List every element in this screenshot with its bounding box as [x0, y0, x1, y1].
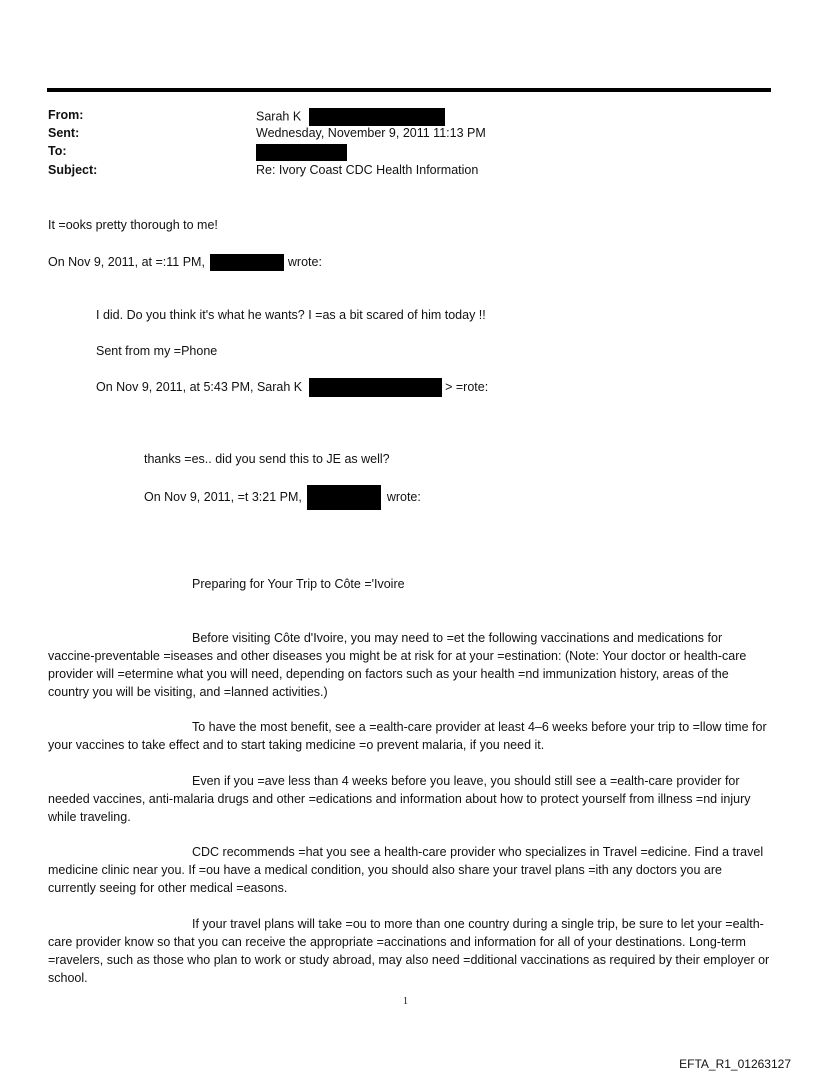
quote-header-wrote: > =rote: [445, 380, 489, 394]
sent-value: Wednesday, November 9, 2011 11:13 PM [256, 126, 486, 140]
forwarded-heading: Preparing for Your Trip to Côte ='Ivoire [192, 577, 405, 591]
redaction-box [309, 378, 442, 397]
from-label: From: [48, 108, 84, 122]
header-rule [47, 88, 771, 92]
redaction-box [309, 108, 445, 126]
redaction-box [210, 254, 284, 271]
body-paragraph-4: CDC recommends =hat you see a health-care provider who specializes in Travel =edicine. Find a travel medicine clinic near you. If =ou have a medical condition, you should also share your travel plans =ith any doctors you are currently seeing for other medical =easons. [48, 845, 764, 895]
redaction-box [256, 144, 347, 161]
body-paragraph-5: If your travel plans will take =ou to more than one country during a single trip, be sure to let your =ealth-care provider know so that you can receive the appropriate =accinations and information for all of your destinations. Long-term =ravelers, such as those who plan to work or study abroad, may also need =dditional vaccinations as required by their employer or school. [48, 917, 770, 985]
quote-header-1 [48, 253, 322, 271]
reply-line-1: It =ooks pretty thorough to me! [48, 218, 218, 232]
from-name: Sarah K [256, 109, 302, 124]
quote-header-3 [144, 485, 421, 510]
quote-header-wrote: wrote: [386, 489, 421, 504]
bates-number: EFTA_R1_01263127 [679, 1057, 791, 1071]
quoted-message-2: thanks =es.. did you send this to JE as well? [144, 452, 390, 466]
subject-label: Subject: [48, 163, 98, 177]
quoted-message-1: I did. Do you think it's what he wants? I =as a bit scared of him today !! [96, 308, 486, 322]
quote-header-text: On Nov 9, 2011, at =:11 PM, [48, 255, 205, 269]
body-paragraph-1: Before visiting Côte d'Ivoire, you may need to =et the following vaccinations and medications for vaccine-preventable =iseases and other diseases you might be at risk for at your =estination: (Note: Your doctor or health-care provider will =etermine what you will need, depending on factors such as your health =nd immunization history, areas of the country you will be visiting, and =lanned activities.) [48, 631, 747, 699]
redaction-box [307, 485, 381, 510]
sent-label: Sent: [48, 126, 80, 140]
to-label: To: [48, 144, 67, 158]
from-value [256, 108, 445, 126]
quote-header-text: On Nov 9, 2011, =t 3:21 PM, [144, 489, 302, 504]
page-number: 1 [403, 996, 408, 1007]
quote-header-text: On Nov 9, 2011, at 5:43 PM, Sarah K [96, 380, 303, 394]
quote-header-wrote: wrote: [287, 255, 322, 269]
subject-value: Re: Ivory Coast CDC Health Information [256, 163, 479, 177]
to-value [256, 144, 347, 161]
body-paragraph-2: To have the most benefit, see a =ealth-care provider at least 4–6 weeks before your trip to =llow time for your vaccines to take effect and to start taking medicine =o prevent malaria, if you need it. [48, 720, 767, 752]
body-paragraph-3: Even if you =ave less than 4 weeks before you leave, you should still see a =ealth-care provider for needed vaccines, anti-malaria drugs and other =edications and information about how to protect yourself from illness =nd injury while traveling. [48, 774, 751, 824]
signature-line: Sent from my =Phone [96, 344, 218, 358]
quote-header-2 [96, 378, 488, 397]
